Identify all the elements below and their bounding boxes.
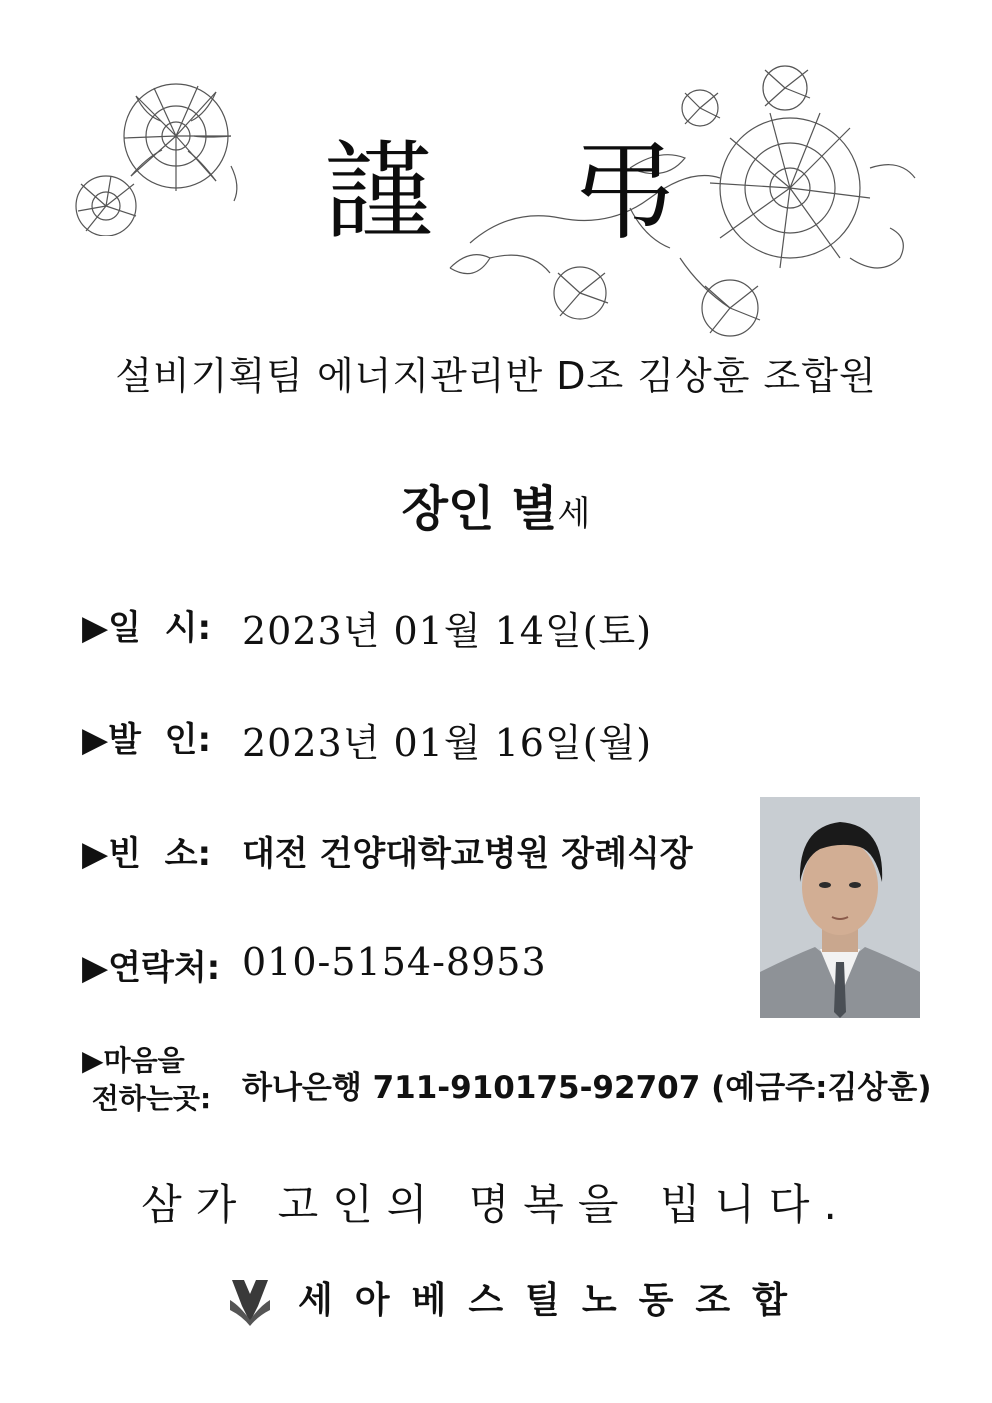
row-account-label-line2: 전하는곳: (82, 1082, 212, 1115)
row-place-value: 대전 건양대학교병원 장례식장 (242, 834, 693, 874)
row-funeral-value: 2023년 01월 16일(월) (242, 721, 653, 765)
headline (0, 470, 992, 539)
union-logo-icon (228, 1276, 272, 1326)
row-phone-value: 010-5154-8953 (242, 940, 547, 984)
row-account-label (82, 1042, 211, 1118)
row-funeral-label: ▶발 인: (82, 720, 212, 760)
row-date-value: 2023년 01월 14일(토) (242, 609, 653, 653)
headline-main: 장인 별 (401, 481, 558, 537)
deceased-relation-line: 설비기획팀 에너지관리반 D조 김상훈 조합원 (115, 354, 877, 398)
headline-suffix: 세 (557, 494, 591, 534)
union-name: 세아베스틸노동조합 (298, 1280, 809, 1321)
deceased-photo (760, 797, 920, 1018)
chrysanthemum-left-icon (66, 66, 251, 236)
condolence-message: 삼가 고인의 명복을 빕니다. (141, 1180, 851, 1229)
title-char-1: 謹 (324, 130, 433, 255)
row-account-value: 하나은행 711-910175-92707 (예금주:김상훈) (242, 1070, 932, 1106)
row-date-label: ▶일 시: (82, 608, 212, 648)
title (300, 128, 700, 258)
title-char-2: 弔 (570, 130, 679, 255)
union-signature (228, 1268, 809, 1328)
row-phone-label: ▶연락처: (82, 948, 221, 988)
row-place-label: ▶빈 소: (82, 834, 212, 874)
row-account-label-line1: ▶마음을 (82, 1044, 185, 1077)
